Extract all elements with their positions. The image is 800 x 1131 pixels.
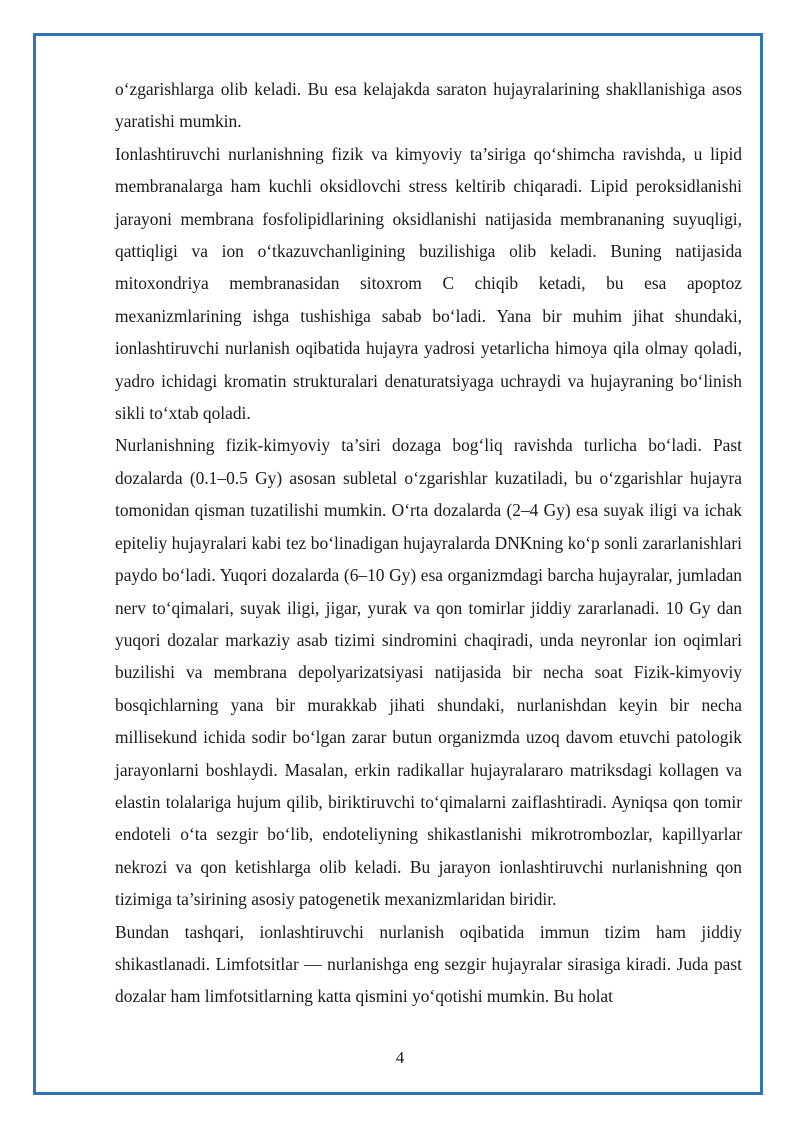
paragraph: o‘zgarishlarga olib keladi. Bu esa kelajakda saraton hujayralarining shakllanishiga asos yaratishi mumkin.: [115, 79, 742, 132]
page-number: 4: [395, 1048, 405, 1067]
paragraph: Ionlashtiruvchi nurlanishning fizik va kimyoviy ta’siriga qo‘shimcha ravishda, u lipid membranalarga ham kuchli oksidlovchi stress keltirib chiqaradi. Lipid peroksidlanishi jarayoni membrana fosfolipidlarining oksidlanishi natijasida membrananing suyuqligi, qattiqligi va ion o‘tkazuvchanligining buzilishiga olib keladi. Buning natijasida mitoxondriya membranasidan sitoxrom C chiqib ketadi, bu esa apoptoz mexanizmlarining ishga tushishiga sabab bo‘ladi. Yana bir muhim jihat shundaki, ionlashtiruvchi nurlanish oqibatida hujayra yadrosi yetarlicha himoya qila olmay qoladi, yadro ichidagi kromatin strukturalari denaturatsiyaga uchraydi va hujayraning bo‘linish sikli to‘xtab qoladi.: [115, 143, 742, 424]
paragraph: Nurlanishning fizik-kimyoviy ta’siri dozaga bog‘liq ravishda turlicha bo‘ladi. Past dozalarda (0.1–0.5 Gy) asosan subletal o‘zgarishlar kuzatiladi, bu o‘zgarishlar hujayra tomonidan qisman tuzatilishi mumkin. O‘rta dozalarda (2–4 Gy) esa suyak iligi va ichak epiteliy hujayralari kabi tez bo‘linadigan hujayralarda DNKning ko‘p sonli zararlanishlari paydo bo‘ladi. Yuqori dozalarda (6–10 Gy) esa organizmdagi barcha hujayralar, jumladan nerv to‘qimalari, suyak iligi, jigar, yurak va qon tomirlar jiddiy zararlanadi. 10 Gy dan yuqori dozalar markaziy asab tizimi sindromini chaqiradi, unda neyronlar ion oqimlari buzilishi va membrana depolyarizatsiyasi natijasida bir necha soat Fizik-kimyoviy bosqichlarning yana bir murakkab jihati shundaki, nurlanishdan keyin bir necha millisekund ichida sodir bo‘lgan zarar butun organizmda uzoq davom etuvchi patologik jarayonlarni boshlaydi. Masalan, erkin radikallar hujayralararo matriksdagi kollagen va elastin tolalariga hujum qilib, biriktiruvchi to‘qimalarni zaiflashtiradi. Ayniqsa qon tomir endoteli o‘ta sezgir bo‘lib, endoteliyning shikastlanishi mikrotrombozlar, kapillyarlar nekrozi va qon ketishlarga olib keladi. Bu jarayon ionlashtiruvchi nurlanishning qon tizimiga ta’sirining asosiy patogenetik mexanizmlaridan biridir.: [115, 435, 742, 910]
paragraph: Bundan tashqari, ionlashtiruvchi nurlanish oqibatida immun tizim ham jiddiy shikastlanadi. Limfotsitlar — nurlanishga eng sezgir hujayralar sirasiga kiradi. Juda past dozalar ham limfotsitlarning katta qismini yo‘qotishi mumkin. Bu holat: [115, 921, 742, 1007]
document-body: [115, 73, 742, 1013]
